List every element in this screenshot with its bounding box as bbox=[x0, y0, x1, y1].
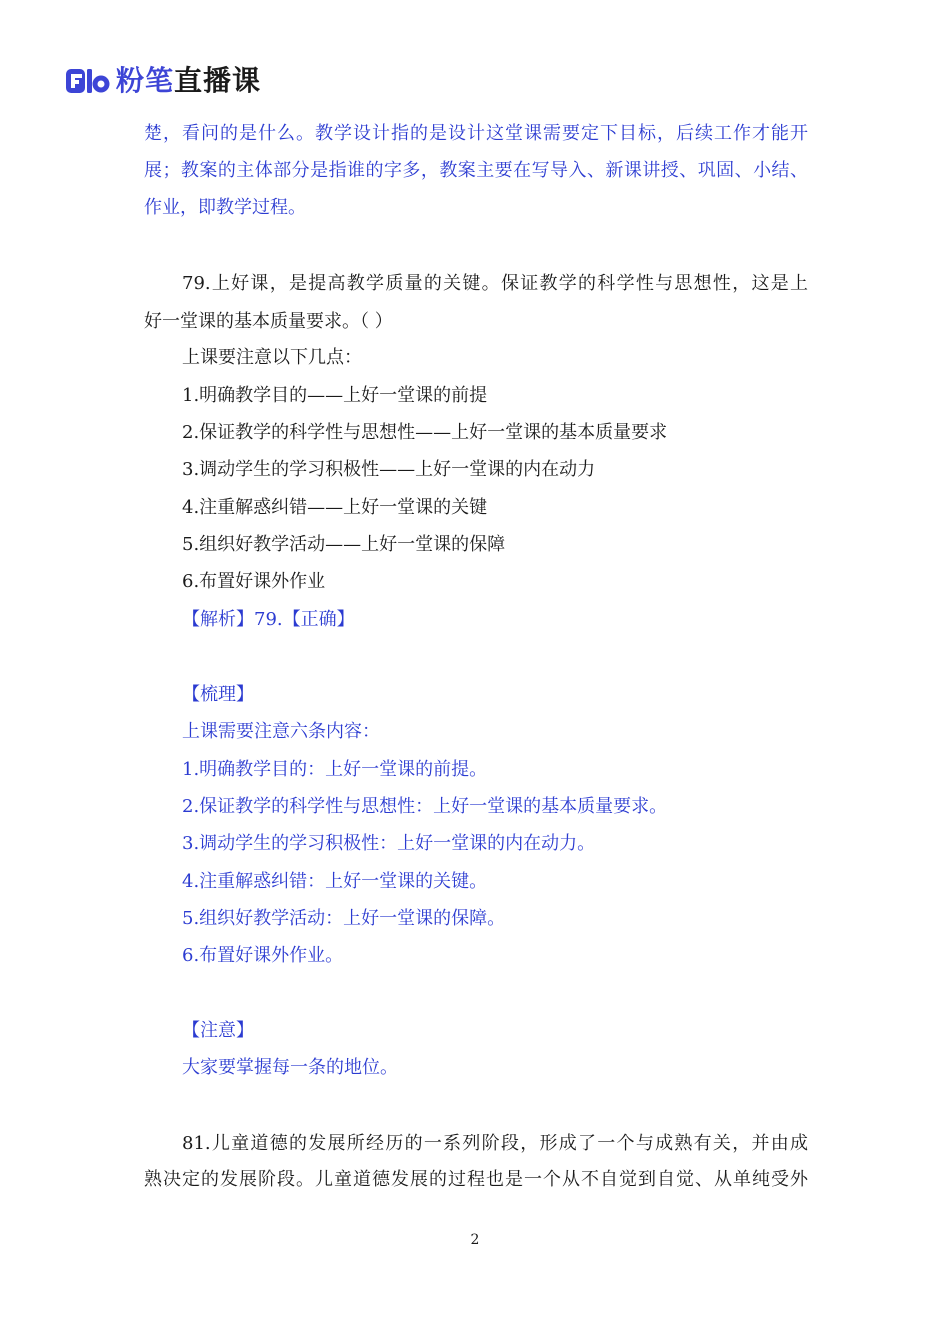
list-item: 1.明确教学目的——上好一堂课的前提 bbox=[182, 385, 488, 406]
summary-item: 1.明确教学目的：上好一堂课的前提。 bbox=[182, 759, 488, 780]
intro-line: 展；教案的主体部分是指谁的字多，教案主要在写导入、新课讲授、巩固、小结、 bbox=[144, 160, 808, 181]
page-number: 2 bbox=[470, 1232, 480, 1248]
note-heading: 【注意】 bbox=[182, 1020, 254, 1041]
question-79-line: 好一堂课的基本质量要求。（ ） bbox=[144, 311, 393, 332]
question-81-line: 熟决定的发展阶段。儿童道德发展的过程也是一个从不自觉到自觉、从单纯受外 bbox=[144, 1169, 808, 1190]
intro-line: 楚，看问的是什么。教学设计指的是设计这堂课需要定下目标，后续工作才能开 bbox=[144, 123, 808, 144]
fb-logo-icon bbox=[66, 68, 112, 94]
summary-item: 6.布置好课外作业。 bbox=[182, 945, 344, 966]
logo-sub: 直播课 bbox=[174, 64, 262, 97]
summary-item: 4.注重解惑纠错：上好一堂课的关键。 bbox=[182, 871, 488, 892]
list-item: 5.组织好教学活动——上好一堂课的保障 bbox=[182, 534, 506, 555]
intro-line: 作业，即教学过程。 bbox=[144, 197, 306, 218]
list-item: 2.保证教学的科学性与思想性——上好一堂课的基本质量要求 bbox=[182, 422, 668, 443]
summary-item: 5.组织好教学活动：上好一堂课的保障。 bbox=[182, 908, 506, 929]
list-item: 6.布置好课外作业 bbox=[182, 571, 326, 592]
brand-logo bbox=[66, 62, 261, 100]
summary-intro: 上课需要注意六条内容： bbox=[182, 721, 380, 742]
question-81-line: 81.儿童道德的发展所经历的一系列阶段，形成了一个与成熟有关，并由成 bbox=[182, 1133, 808, 1154]
question-79-intro: 上课要注意以下几点： bbox=[182, 347, 362, 368]
summary-item: 2.保证教学的科学性与思想性：上好一堂课的基本质量要求。 bbox=[182, 796, 668, 817]
list-item: 4.注重解惑纠错——上好一堂课的关键 bbox=[182, 497, 488, 518]
logo-text bbox=[116, 62, 261, 100]
question-79-line: 79.上好课，是提高教学质量的关键。保证教学的科学性与思想性，这是上 bbox=[182, 273, 808, 294]
list-item: 3.调动学生的学习积极性——上好一堂课的内在动力 bbox=[182, 459, 596, 480]
answer-label: 【解析】79.【正确】 bbox=[182, 609, 355, 630]
summary-item: 3.调动学生的学习积极性：上好一堂课的内在动力。 bbox=[182, 833, 596, 854]
logo-brand: 粉笔 bbox=[116, 64, 175, 97]
note-text: 大家要掌握每一条的地位。 bbox=[182, 1057, 398, 1078]
summary-heading: 【梳理】 bbox=[182, 684, 254, 705]
